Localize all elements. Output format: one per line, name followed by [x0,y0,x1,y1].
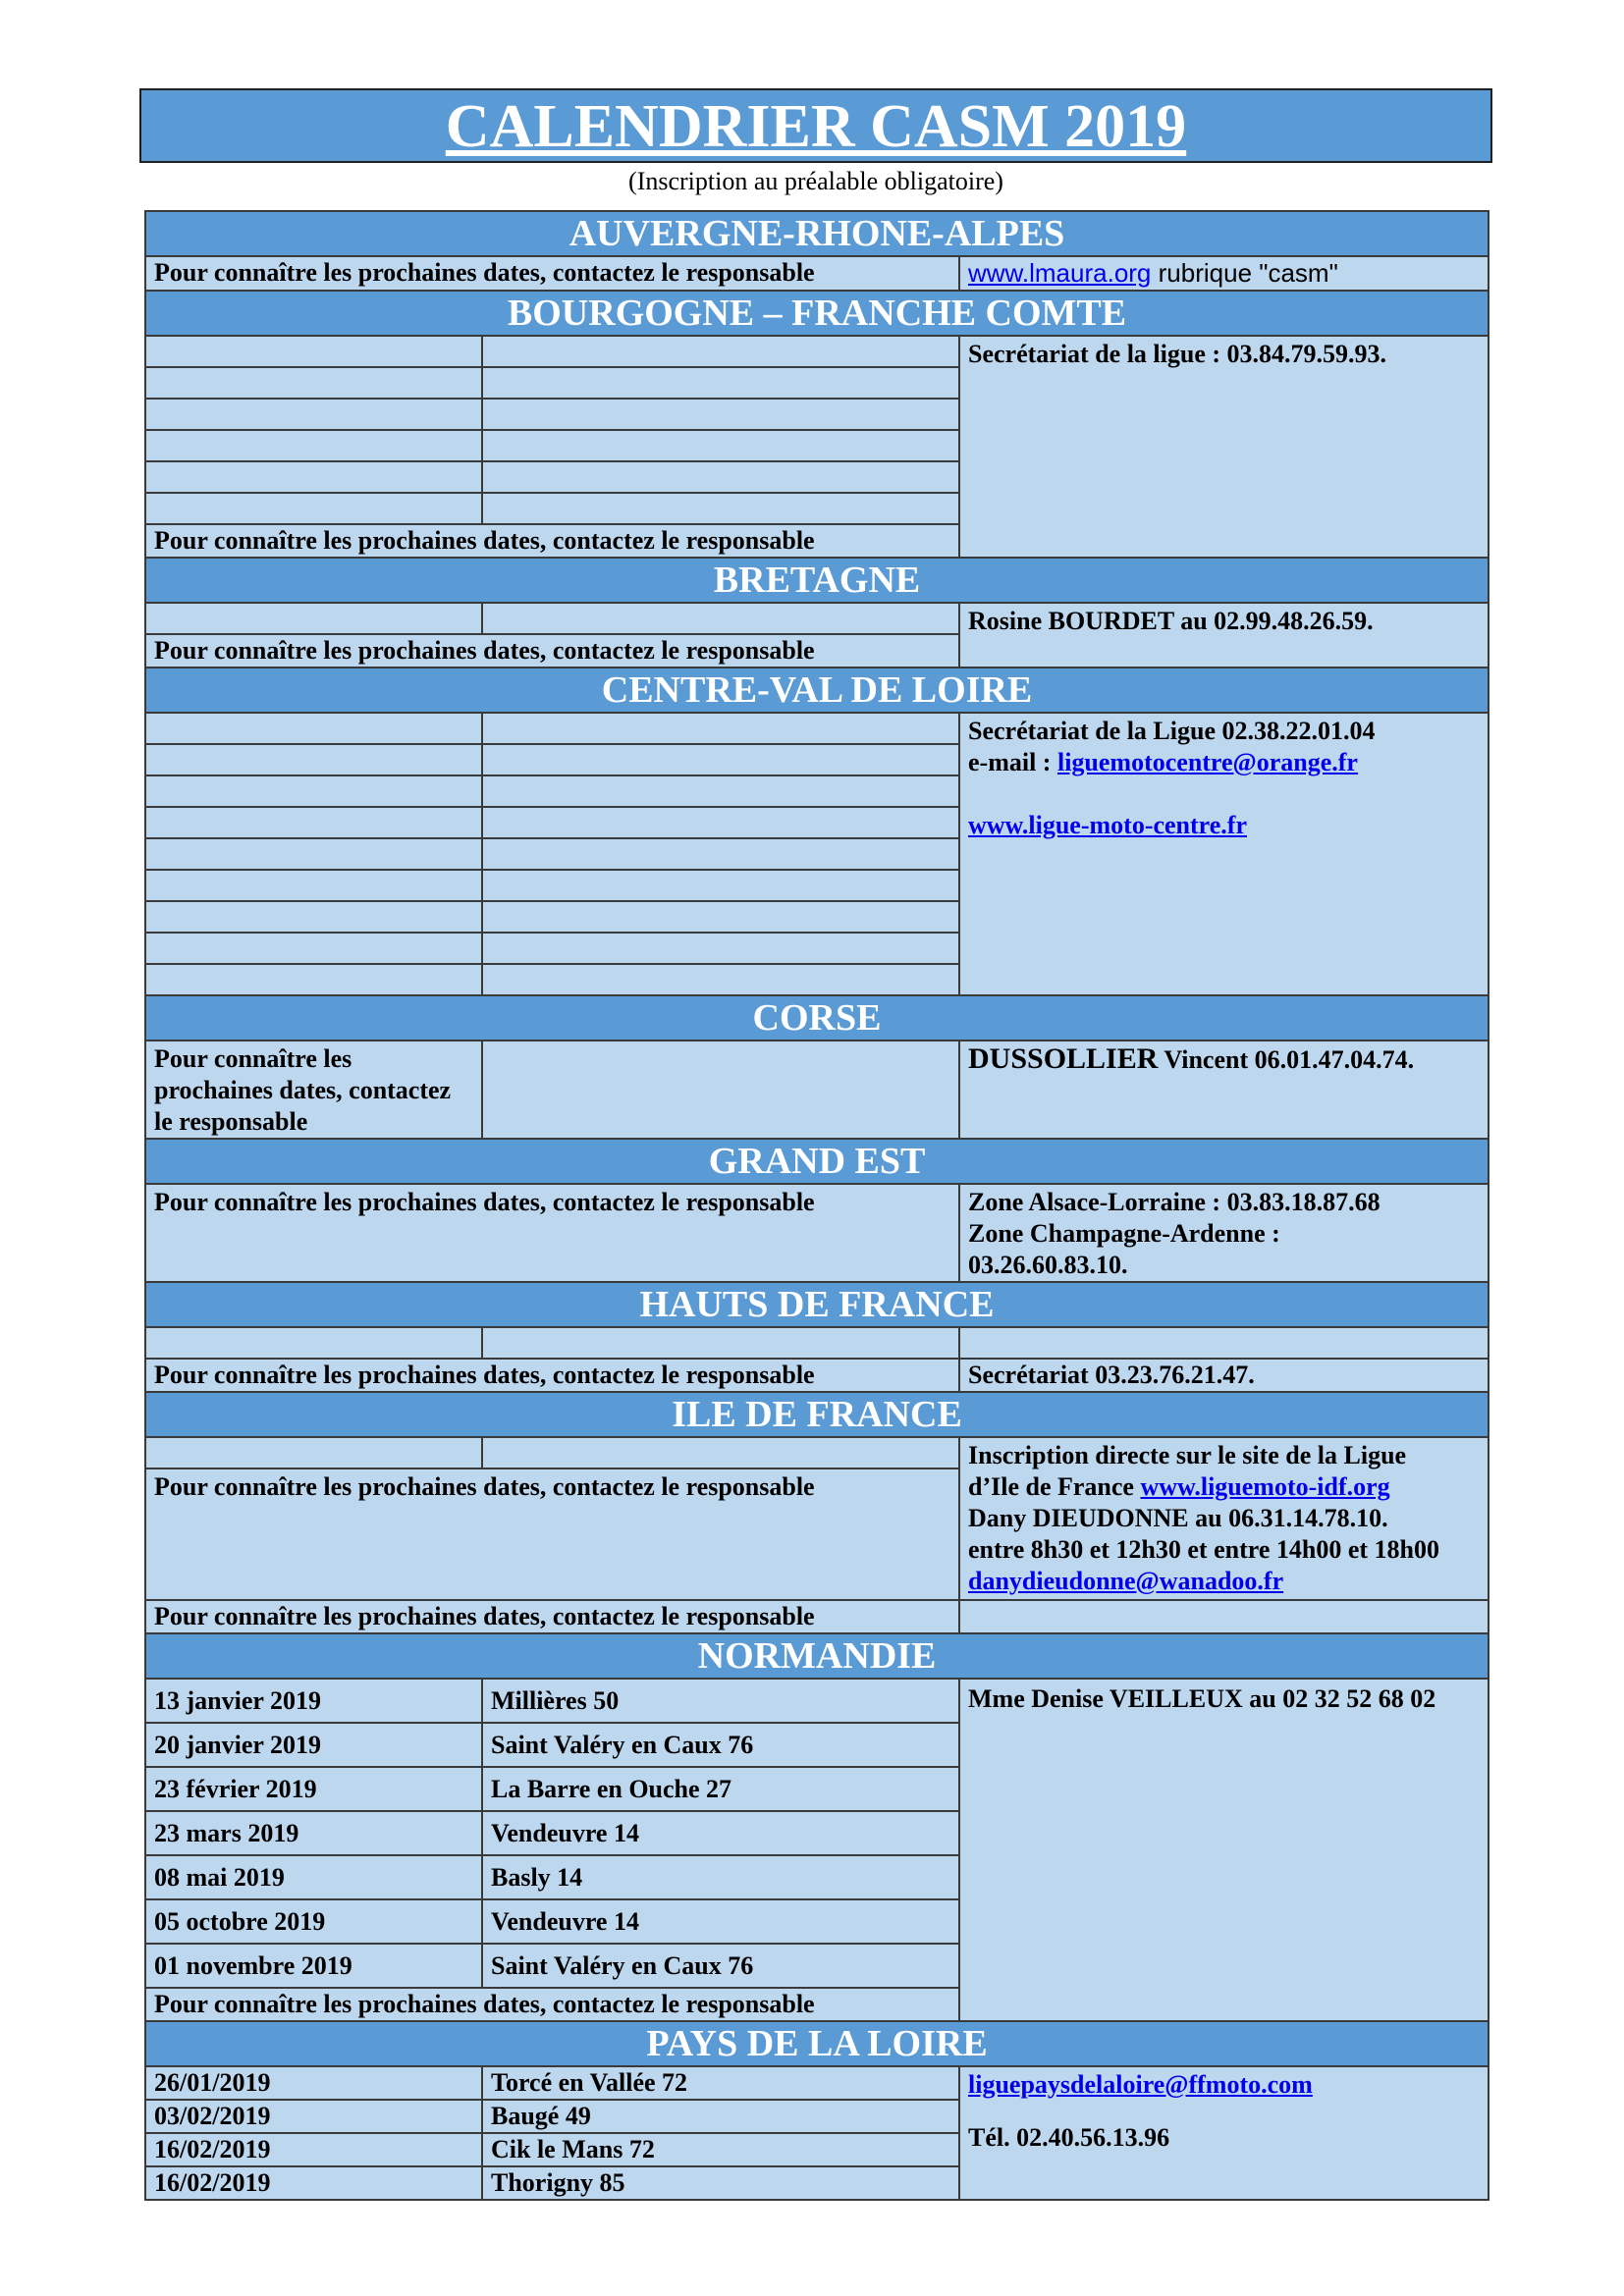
table-row [145,713,1489,744]
empty-cell [145,493,482,524]
event-date: 05 octobre 2019 [145,1899,482,1944]
region-name: PAYS DE LA LOIRE [145,2021,1489,2066]
region-header-centre [145,667,1489,713]
table-row [145,1437,1489,1468]
empty-cell [145,399,482,430]
contact-note: Pour connaître les prochaines dates, contactez le responsable [145,256,959,291]
table-row [145,336,1489,367]
region-header-normandie [145,1633,1489,1679]
region-name: GRAND EST [145,1139,1489,1184]
empty-cell [482,964,959,995]
empty-cell [482,461,959,493]
grand-est-zone-2-phone: 03.26.60.83.10. [968,1251,1128,1279]
region-name: HAUTS DE FRANCE [145,1282,1489,1327]
event-place: Thorigny 85 [482,2166,959,2200]
region-name: AUVERGNE-RHONE-ALPES [145,211,1489,256]
empty-cell [145,1437,482,1468]
region-header-pays-loire [145,2021,1489,2066]
email-label: e-mail : [968,748,1057,776]
event-place: Saint Valéry en Caux 76 [482,1723,959,1767]
empty-cell [145,430,482,461]
empty-cell [482,838,959,870]
empty-cell [145,367,482,399]
event-date: 16/02/2019 [145,2166,482,2200]
contact-note: Pour connaître les prochaines dates, contactez le responsable [145,524,959,558]
idf-website-link[interactable]: www.liguemoto-idf.org [1140,1472,1390,1501]
table-row [145,1327,1489,1359]
pays-loire-contact [959,2066,1489,2200]
event-date: 20 janvier 2019 [145,1723,482,1767]
event-place: Saint Valéry en Caux 76 [482,1944,959,1988]
event-date: 26/01/2019 [145,2066,482,2100]
region-header-grand-est [145,1139,1489,1184]
event-place: Vendeuvre 14 [482,1811,959,1855]
contact-note: Pour connaître les prochaines dates, contactez le responsable [145,634,959,667]
corse-contact [959,1041,1489,1139]
spacer [968,2101,1480,2122]
centre-email-link[interactable]: liguemotocentre@orange.fr [1056,748,1358,776]
event-date: 01 novembre 2019 [145,1944,482,1988]
idf-line-2 [968,1471,1480,1503]
empty-cell [482,1041,959,1139]
region-name: ILE DE FRANCE [145,1392,1489,1437]
idf-line-1: Inscription directe sur le site de la Ligue [968,1441,1407,1469]
empty-cell [482,713,959,744]
empty-cell [145,964,482,995]
empty-cell [482,870,959,901]
empty-cell [145,713,482,744]
pays-loire-email-line [968,2069,1480,2101]
bretagne-contact: Rosine BOURDET au 02.99.48.26.59. [959,603,1489,667]
event-date: 13 janvier 2019 [145,1679,482,1723]
corse-contact-rest: Vincent 06.01.47.04.74. [1158,1045,1415,1074]
event-date: 08 mai 2019 [145,1855,482,1899]
table-row [145,1184,1489,1282]
centre-website-line [968,810,1480,841]
empty-cell [482,775,959,807]
spacer [968,778,1480,810]
contact-note: Pour connaître les prochaines dates, contactez le responsable [145,1600,959,1633]
auvergne-link-suffix: rubrique "casm" [1151,258,1338,288]
empty-cell [145,775,482,807]
empty-cell [145,807,482,838]
pays-loire-phone: Tél. 02.40.56.13.96 [968,2123,1170,2152]
empty-cell [482,933,959,964]
idf-line-2-prefix: d’Ile de France [968,1472,1141,1501]
empty-cell [482,807,959,838]
event-row [145,2066,1489,2100]
empty-cell [145,1327,482,1359]
corse-contact-name: DUSSOLLIER [968,1042,1159,1075]
region-header-hauts [145,1282,1489,1327]
grand-est-zone-1: Zone Alsace-Lorraine : 03.83.18.87.68 [968,1188,1380,1216]
region-name: NORMANDIE [145,1633,1489,1679]
empty-cell [482,399,959,430]
region-header-auvergne [145,211,1489,256]
event-place: Vendeuvre 14 [482,1899,959,1944]
bourgogne-contact: Secrétariat de la ligue : 03.84.79.59.93. [959,336,1489,558]
page-title [139,88,1492,163]
empty-cell [482,744,959,775]
region-header-bretagne [145,558,1489,603]
region-name: CENTRE-VAL DE LOIRE [145,667,1489,713]
normandie-contact: Mme Denise VEILLEUX au 02 32 52 68 02 [959,1679,1489,2021]
empty-cell [482,367,959,399]
empty-cell [145,603,482,634]
contact-note: Pour connaître les prochaines dates, contactez le responsable [145,1041,482,1139]
idf-line-4: entre 8h30 et 12h30 et entre 14h00 et 18h00 [968,1535,1439,1564]
event-place: Basly 14 [482,1855,959,1899]
page-title-text: CALENDRIER CASM 2019 [445,93,1187,160]
table-row [145,1600,1489,1633]
empty-cell [959,1600,1489,1633]
centre-contact [959,713,1489,995]
empty-cell [145,933,482,964]
idf-email-link[interactable]: danydieudonne@wanadoo.fr [968,1567,1284,1595]
contact-note: Pour connaître les prochaines dates, contactez le responsable [145,1359,959,1392]
event-date: 03/02/2019 [145,2100,482,2133]
event-place: Cik le Mans 72 [482,2133,959,2166]
empty-cell [482,1327,959,1359]
region-header-idf [145,1392,1489,1437]
empty-cell [959,1327,1489,1359]
empty-cell [482,901,959,933]
event-place: La Barre en Ouche 27 [482,1767,959,1811]
table-row [145,603,1489,634]
empty-cell [482,336,959,367]
hauts-contact: Secrétariat 03.23.76.21.47. [959,1359,1489,1392]
region-name: CORSE [145,995,1489,1041]
region-header-bourgogne [145,291,1489,336]
empty-cell [482,493,959,524]
event-place: Baugé 49 [482,2100,959,2133]
auvergne-contact [959,256,1489,291]
idf-contact [959,1437,1489,1600]
auvergne-website-link[interactable]: www.lmaura.org [968,258,1152,288]
event-date: 23 février 2019 [145,1767,482,1811]
idf-email-line [968,1566,1480,1597]
empty-cell [145,744,482,775]
pays-loire-email-link[interactable]: liguepaysdelaloire@ffmoto.com [968,2070,1313,2099]
region-name: BRETAGNE [145,558,1489,603]
event-date: 23 mars 2019 [145,1811,482,1855]
empty-cell [482,603,959,634]
empty-cell [145,838,482,870]
empty-cell [145,901,482,933]
table-row [145,1359,1489,1392]
event-place: Millières 50 [482,1679,959,1723]
centre-email-line [968,747,1480,778]
page-subtitle: (Inscription au préalable obligatoire) [628,167,1003,195]
table-row [145,256,1489,291]
grand-est-zone-2: Zone Champagne-Ardenne : [968,1219,1280,1248]
region-name: BOURGOGNE – FRANCHE COMTE [145,291,1489,336]
event-date: 16/02/2019 [145,2133,482,2166]
table-row [145,1041,1489,1139]
empty-cell [145,336,482,367]
grand-est-contact [959,1184,1489,1282]
calendar-table [144,210,1489,2201]
empty-cell [145,461,482,493]
centre-website-link[interactable]: www.ligue-moto-centre.fr [968,811,1247,839]
idf-line-3: Dany DIEUDONNE au 06.31.14.78.10. [968,1504,1388,1532]
contact-note: Pour connaître les prochaines dates, contactez le responsable [145,1988,959,2021]
event-row [145,1679,1489,1723]
empty-cell [482,430,959,461]
contact-note: Pour connaître les prochaines dates, contactez le responsable [145,1184,959,1282]
event-place: Torcé en Vallée 72 [482,2066,959,2100]
centre-secretariat: Secrétariat de la Ligue 02.38.22.01.04 [968,717,1376,745]
empty-cell [482,1437,959,1468]
region-header-corse [145,995,1489,1041]
empty-cell [145,870,482,901]
contact-note: Pour connaître les prochaines dates, contactez le responsable [145,1468,959,1600]
